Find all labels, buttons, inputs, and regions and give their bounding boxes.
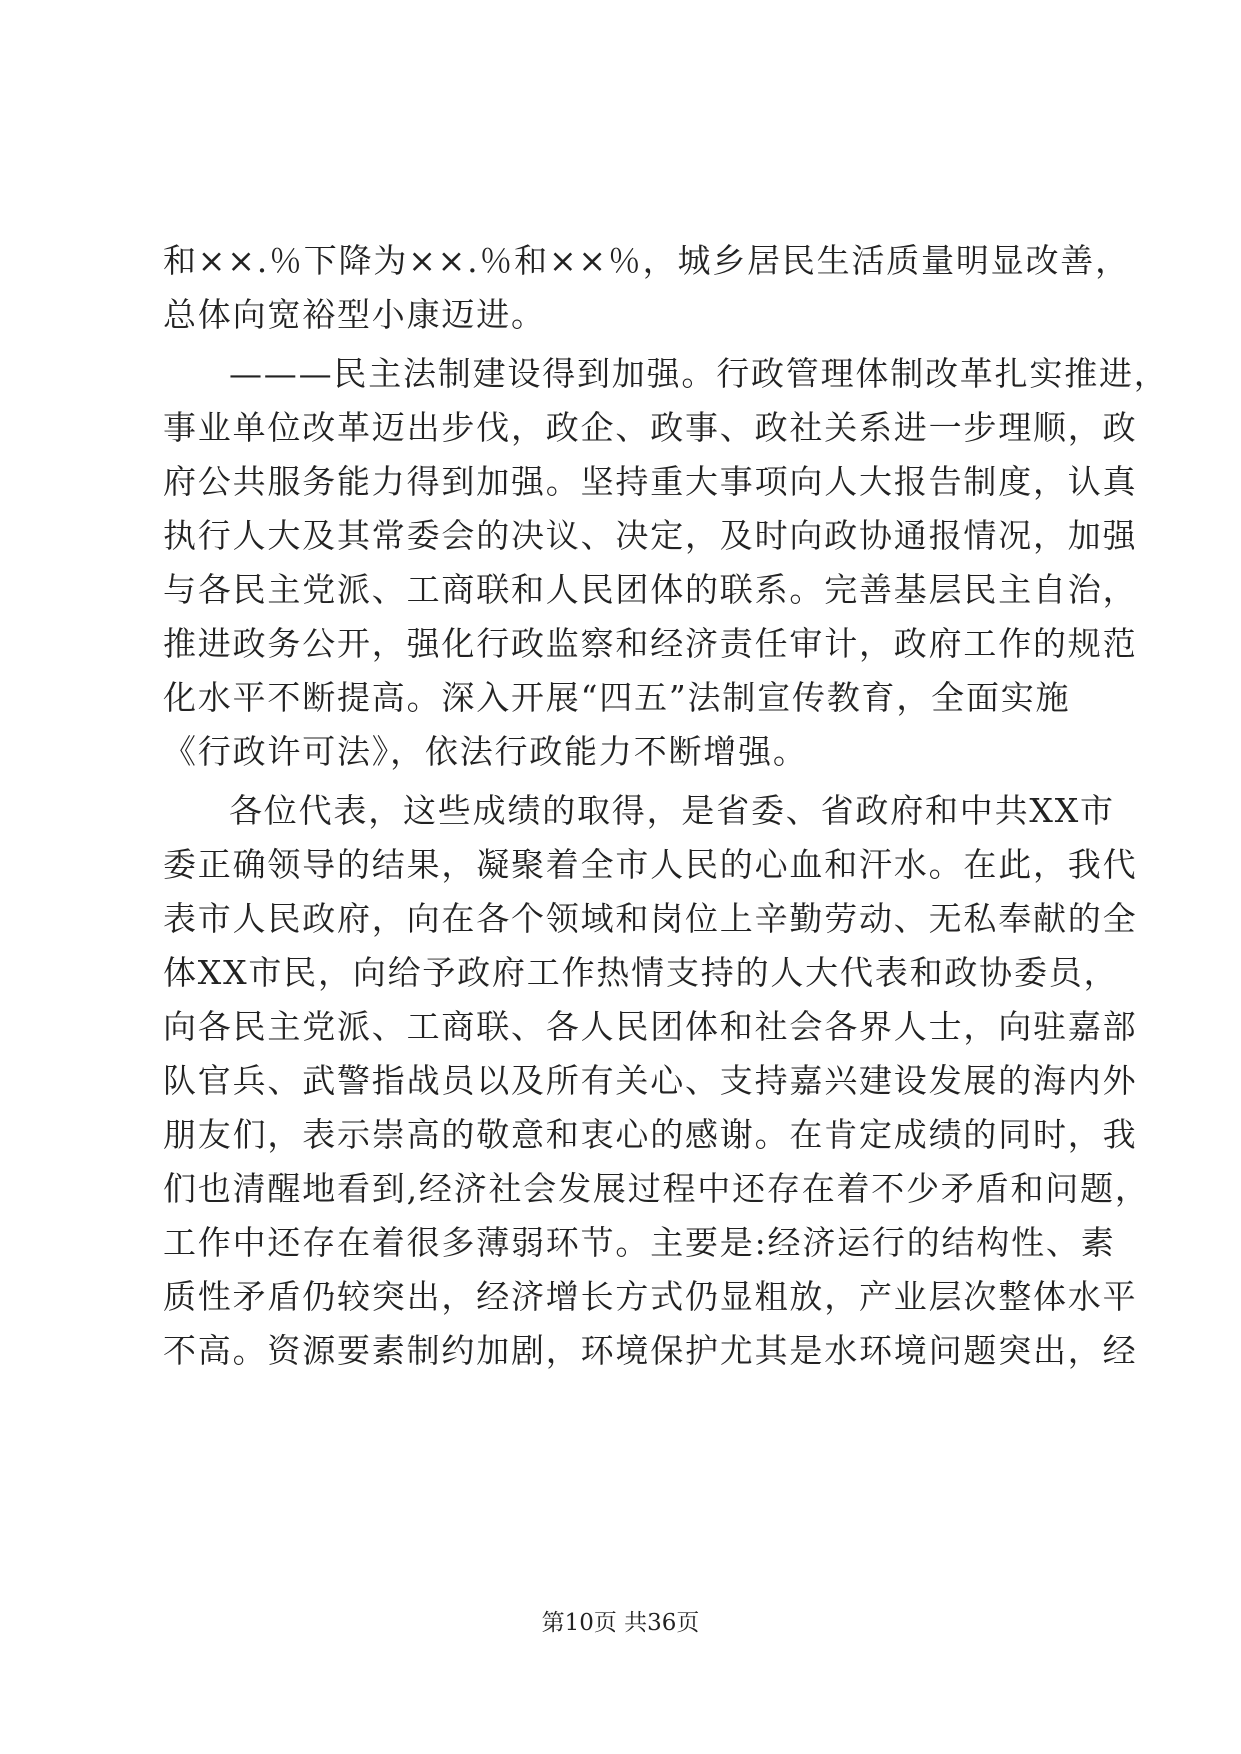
text-line: 推进政务公开，强化行政监察和经济责任审计，政府工作的规范	[163, 624, 1138, 663]
text-line: 向各民主党派、工商联、各人民团体和社会各界人士，向驻嘉部	[163, 1007, 1138, 1046]
text-line: 体XX市民，向给予政府工作热情支持的人大代表和政协委员，	[163, 953, 1119, 992]
paragraph-1	[163, 234, 1130, 342]
document-body	[163, 234, 1169, 1378]
text-line: 执行人大及其常委会的决议、决定，及时向政协通报情况，加强	[163, 516, 1138, 555]
text-line: ———民主法制建设得到加强。行政管理体制改革扎实推进，	[229, 354, 1169, 393]
text-line: 表市人民政府，向在各个领域和岗位上辛勤劳动、无私奉献的全	[163, 899, 1138, 938]
text-line: 委正确领导的结果，凝聚着全市人民的心血和汗水。在此，我代	[163, 845, 1138, 884]
text-line: 队官兵、武警指战员以及所有关心、支持嘉兴建设发展的海内外	[163, 1061, 1138, 1100]
text-line: 们也清醒地看到,经济社会发展过程中还存在着不少矛盾和问题，	[163, 1169, 1150, 1208]
paragraph-3	[163, 784, 1150, 1378]
text-line: 府公共服务能力得到加强。坚持重大事项向人大报告制度，认真	[163, 462, 1138, 501]
text-line: 化水平不断提高。深入开展“四五”法制宣传教育，全面实施	[163, 678, 1071, 717]
text-line: 质性矛盾仍较突出，经济增长方式仍显粗放，产业层次整体水平	[163, 1277, 1138, 1316]
paragraph-2	[163, 347, 1169, 779]
text-line: 《行政许可法》，依法行政能力不断增强。	[163, 732, 808, 771]
text-line: 朋友们，表示崇高的敬意和衷心的感谢。在肯定成绩的同时，我	[163, 1115, 1138, 1154]
page-number-footer: 第10页 共36页	[541, 1610, 700, 1636]
text-line: 工作中还存在着很多薄弱环节。主要是:经济运行的结构性、素	[163, 1223, 1116, 1262]
text-line: 不高。资源要素制约加剧，环境保护尤其是水环境问题突出，经	[163, 1331, 1138, 1370]
text-line: 与各民主党派、工商联和人民团体的联系。完善基层民主自治，	[163, 570, 1138, 609]
text-line: 各位代表，这些成绩的取得，是省委、省政府和中共XX市	[229, 791, 1115, 830]
text-line: 总体向宽裕型小康迈进。	[163, 295, 546, 334]
text-line: 事业单位改革迈出步伐，政企、政事、政社关系进一步理顺，政	[163, 408, 1138, 447]
text-line: 和××.％下降为××.％和××％，城乡居民生活质量明显改善，	[163, 241, 1130, 280]
